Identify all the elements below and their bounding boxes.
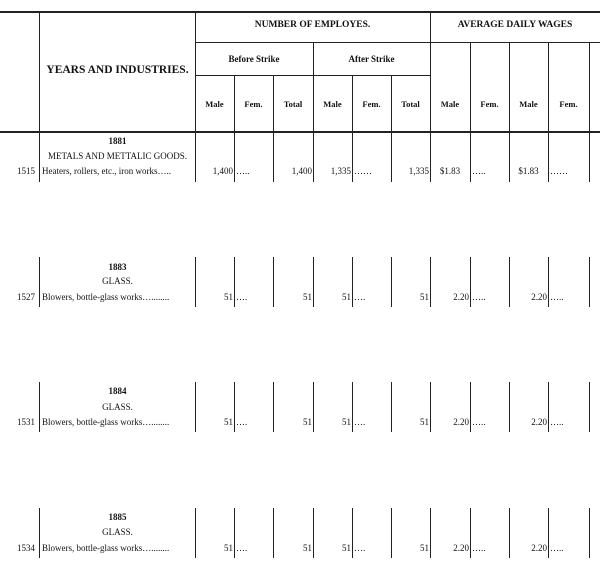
after-total-value: 1,335 xyxy=(408,166,429,176)
section-line xyxy=(234,131,235,182)
after-male-value: 51 xyxy=(342,292,351,302)
section-line xyxy=(589,382,590,432)
section-line xyxy=(470,131,471,182)
section-line xyxy=(352,508,353,558)
header-wage2-male: Male xyxy=(519,99,538,109)
header-after-fem: Fem. xyxy=(362,99,381,109)
header-after-male: Male xyxy=(323,99,342,109)
section-line xyxy=(470,257,471,307)
before-total-value: 51 xyxy=(303,292,312,302)
wage1-fem-value: ….. xyxy=(472,543,486,553)
section-industry: GLASS. xyxy=(102,527,133,537)
header-before-male: Male xyxy=(205,99,224,109)
before-fem-value: …. xyxy=(236,292,248,302)
wage1-fem-value: ….. xyxy=(472,417,486,427)
before-male-value: 51 xyxy=(224,543,233,553)
wage1-male-value: 2.20 xyxy=(453,417,469,427)
after-fem-value: …. xyxy=(354,292,366,302)
header-after-strike: After Strike xyxy=(348,54,395,64)
after-fem-value: …. xyxy=(354,543,366,553)
before-male-value: 51 xyxy=(224,417,233,427)
before-total-value: 51 xyxy=(303,417,312,427)
row-id: 1527 xyxy=(17,292,35,302)
section-line xyxy=(589,508,590,558)
row-description: Blowers, bottle-glass works…........ xyxy=(42,292,170,302)
top-rule xyxy=(0,11,600,13)
header-bottom-rule xyxy=(0,131,600,133)
section-line xyxy=(548,131,549,182)
wage1-male-value: 2.20 xyxy=(453,543,469,553)
header-years-and-industries: YEARS AND INDUSTRIES. xyxy=(46,64,189,76)
header-before-strike: Before Strike xyxy=(228,54,280,64)
header-wage2-fem: Fem. xyxy=(559,99,578,109)
header-divider-wage1-fem xyxy=(470,42,471,131)
wage2-fem-value: ….. xyxy=(550,543,564,553)
section-line xyxy=(352,382,353,432)
section-industry: METALS AND METTALIC GOODS. xyxy=(47,151,188,161)
row-id: 1515 xyxy=(17,166,35,176)
wage2-male-value: $1.83 xyxy=(518,166,539,176)
section-industry: GLASS. xyxy=(102,402,133,412)
section-year: 1884 xyxy=(108,386,127,396)
wage1-male-value: $1.83 xyxy=(439,166,461,176)
section-line xyxy=(234,257,235,307)
after-male-value: 1,335 xyxy=(330,166,351,176)
header-wage1-male: Male xyxy=(440,99,460,109)
wage2-male-value: 2.20 xyxy=(531,292,547,302)
before-male-value: 51 xyxy=(224,292,233,302)
group-header-rule xyxy=(195,42,600,43)
section-line xyxy=(352,257,353,307)
section-line xyxy=(548,382,549,432)
wage2-fem-value: ….. xyxy=(550,417,564,427)
header-wage1-fem: Fem. xyxy=(480,99,499,109)
after-fem-value: …. xyxy=(354,417,366,427)
after-fem-value: …… xyxy=(354,166,372,176)
section-line xyxy=(589,257,590,307)
section-line xyxy=(548,257,549,307)
header-before-total: Total xyxy=(283,99,303,109)
header-average-daily-wages: AVERAGE DAILY WAGES xyxy=(457,20,573,30)
section-line xyxy=(234,382,235,432)
section-line xyxy=(352,131,353,182)
after-male-value: 51 xyxy=(342,543,351,553)
section-year: 1885 xyxy=(108,512,127,522)
row-id: 1534 xyxy=(17,543,35,553)
section-line xyxy=(589,131,590,182)
row-description: Blowers, bottle-glass works…........ xyxy=(42,543,170,553)
row-id: 1531 xyxy=(17,417,35,427)
header-divider-right xyxy=(589,42,590,131)
header-before-fem: Fem. xyxy=(244,99,263,109)
wage2-male-value: 2.20 xyxy=(531,417,547,427)
header-divider-wage2 xyxy=(509,42,510,131)
before-total-value: 1,400 xyxy=(291,166,312,176)
wage2-fem-value: …… xyxy=(550,166,568,176)
wage1-fem-value: ….. xyxy=(472,292,486,302)
wage1-male-value: 2.20 xyxy=(453,292,469,302)
section-line xyxy=(470,382,471,432)
header-number-of-employes: NUMBER OF EMPLOYES. xyxy=(254,20,371,30)
wage1-fem-value: ….. xyxy=(472,166,486,176)
wage2-fem-value: ….. xyxy=(550,292,564,302)
row-description: Blowers, bottle-glass works…........ xyxy=(42,417,170,427)
wage2-male-value: 2.20 xyxy=(531,543,547,553)
before-male-value: 1,400 xyxy=(212,166,233,176)
after-total-value: 51 xyxy=(420,292,429,302)
header-after-total: Total xyxy=(401,99,420,109)
before-fem-value: …. xyxy=(236,417,248,427)
section-industry: GLASS. xyxy=(102,276,133,286)
section-line xyxy=(470,508,471,558)
section-line xyxy=(234,508,235,558)
after-total-value: 51 xyxy=(420,543,429,553)
section-year: 1881 xyxy=(108,136,127,146)
header-divider-wage2-fem xyxy=(548,42,549,131)
before-total-value: 51 xyxy=(303,543,312,553)
section-year: 1883 xyxy=(108,262,127,272)
after-male-value: 51 xyxy=(342,417,351,427)
before-fem-value: …. xyxy=(236,543,248,553)
section-line xyxy=(548,508,549,558)
after-total-value: 51 xyxy=(420,417,429,427)
before-fem-value: ….. xyxy=(236,166,250,176)
row-description: Heaters, rollers, etc., iron works….. xyxy=(42,166,171,176)
